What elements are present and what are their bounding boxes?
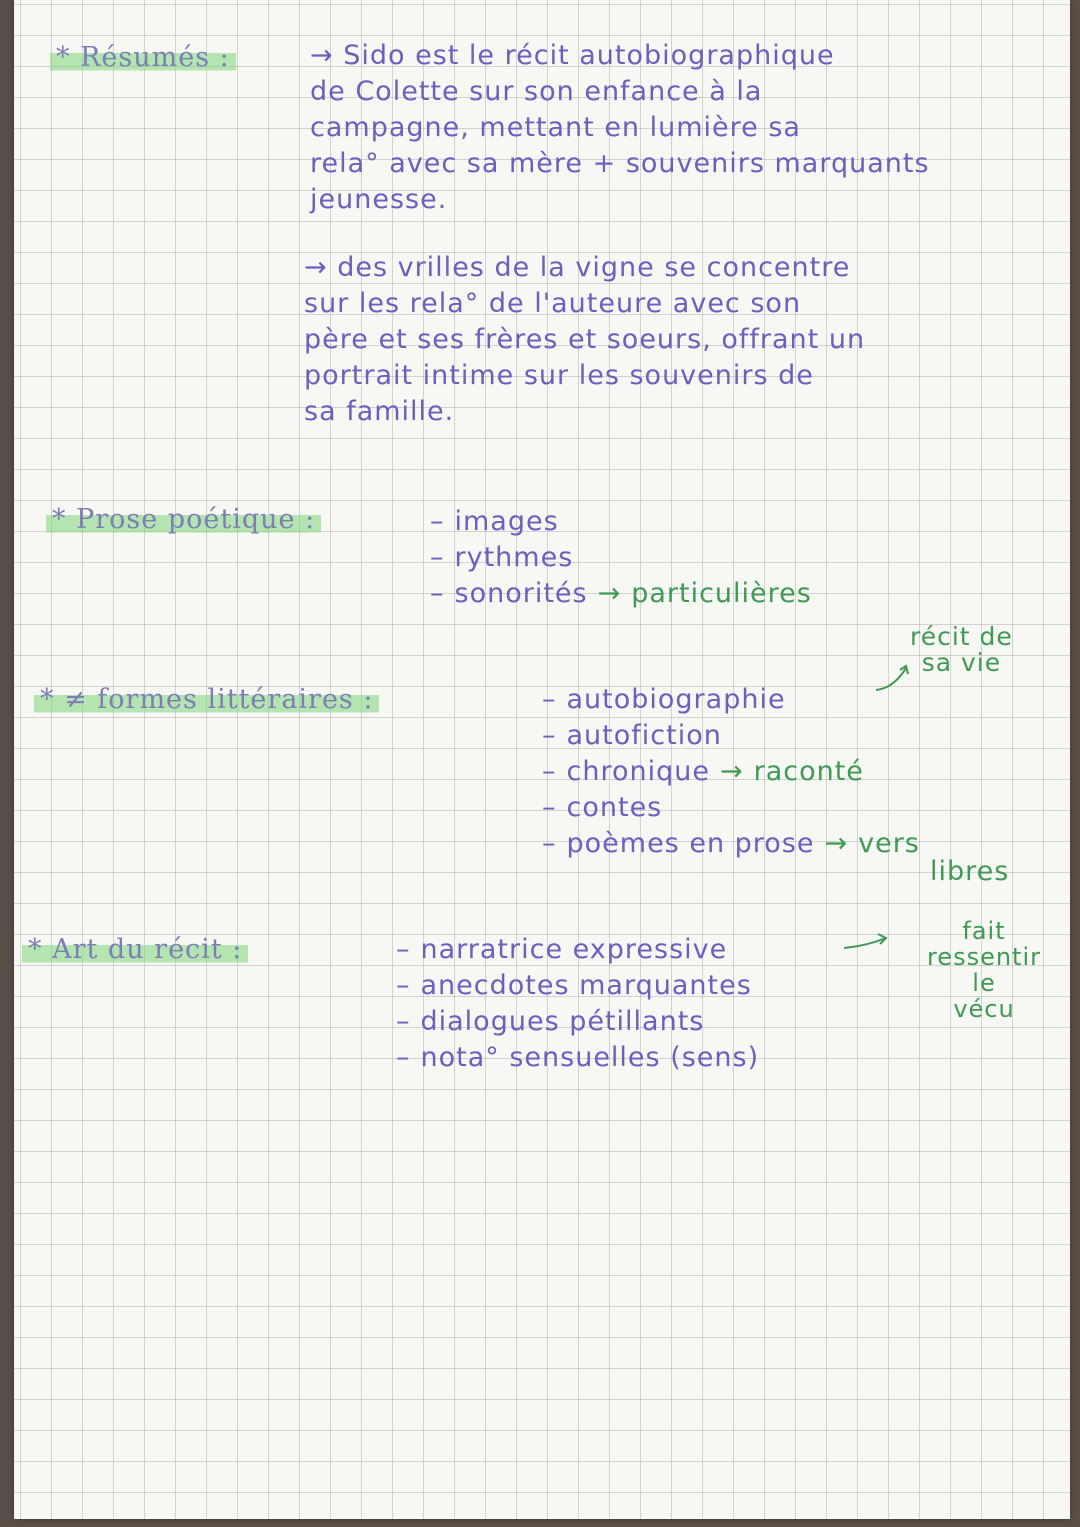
arrow-right-icon	[842, 930, 892, 952]
text-line: → des vrilles de la vigne se concentre	[304, 252, 851, 283]
list-item: – dialogues pétillants	[396, 1006, 705, 1037]
text-line: jeunesse.	[310, 184, 448, 215]
note-vers: vers	[858, 828, 920, 859]
note-line: récit de	[910, 622, 1013, 651]
note-recit-de-sa-vie	[910, 624, 1013, 676]
list-item-text: autofiction	[566, 720, 722, 751]
list-item-text: poèmes en prose	[566, 828, 815, 859]
list-item: – rythmes	[430, 542, 574, 573]
arrow-icon: →	[824, 828, 849, 859]
note-line: vécu	[953, 995, 1015, 1023]
list-item-text: autobiographie	[566, 684, 786, 715]
formes-list	[542, 682, 920, 862]
text-line: → Sido est le récit autobiographique	[310, 40, 835, 71]
list-item: – nota° sensuelles (sens)	[396, 1042, 760, 1073]
text-line: de Colette sur son enfance à la	[310, 76, 763, 107]
list-item-text: narratrice expressive	[420, 934, 728, 965]
heading-resumes	[50, 42, 236, 73]
heading-art-text: * Art du récit :	[22, 934, 248, 965]
list-item-text: nota° sensuelles (sens)	[420, 1042, 760, 1073]
list-item: – images	[430, 506, 559, 537]
art-du-recit-list	[396, 932, 759, 1076]
note-line: le	[972, 969, 996, 997]
list-item-text: contes	[566, 792, 663, 823]
list-item-text: anecdotes marquantes	[420, 970, 752, 1001]
prose-poetique-list	[430, 504, 812, 612]
text-line: portrait intime sur les souvenirs de	[304, 360, 814, 391]
heading-resumes-text: * Résumés :	[50, 42, 236, 73]
list-item: – chronique → raconté	[542, 756, 864, 787]
text-line: rela° avec sa mère + souvenirs marquants	[310, 148, 930, 179]
note-raconte: raconté	[753, 756, 864, 787]
text-line: père et ses frères et soeurs, offrant un	[304, 324, 866, 355]
list-item-text: sonorités	[454, 578, 588, 609]
list-item-text: chronique	[566, 756, 710, 787]
list-item: – poèmes en prose → vers	[542, 828, 920, 859]
list-item-text: dialogues pétillants	[420, 1006, 705, 1037]
list-item: – contes	[542, 792, 663, 823]
arrow-icon: →	[597, 578, 622, 609]
list-item-text: images	[454, 506, 559, 537]
heading-prose-poetique	[46, 504, 321, 535]
heading-prose-poetique-text: * Prose poétique :	[46, 504, 321, 535]
text-line: sa famille.	[304, 396, 455, 427]
heading-formes-text: * ≠ formes littéraires :	[34, 684, 379, 715]
resume-paragraph-vrilles	[304, 250, 865, 430]
notebook-page	[14, 0, 1070, 1519]
list-item: – autofiction	[542, 720, 722, 751]
text-line: sur les rela° de l'auteure avec son	[304, 288, 802, 319]
list-item: – sonorités → particulières	[430, 578, 812, 609]
resume-paragraph-sido	[310, 38, 930, 218]
note-libres	[930, 856, 1009, 887]
heading-formes-litteraires	[34, 684, 379, 715]
text-line: campagne, mettant en lumière sa	[310, 112, 801, 143]
list-item: – narratrice expressive	[396, 934, 728, 965]
note-line: fait	[962, 917, 1006, 945]
list-item: – autobiographie	[542, 684, 786, 715]
heading-art-du-recit	[22, 934, 248, 965]
note-line: libres	[930, 856, 1010, 887]
note-line: ressentir	[926, 943, 1042, 971]
list-item: – anecdotes marquantes	[396, 970, 752, 1001]
arrow-icon: →	[719, 756, 744, 787]
list-item-text: rythmes	[454, 542, 574, 573]
note-particulieres: particulières	[631, 578, 812, 609]
note-line: sa vie	[921, 648, 1002, 677]
note-fait-ressentir-le-vecu	[914, 918, 1054, 1022]
